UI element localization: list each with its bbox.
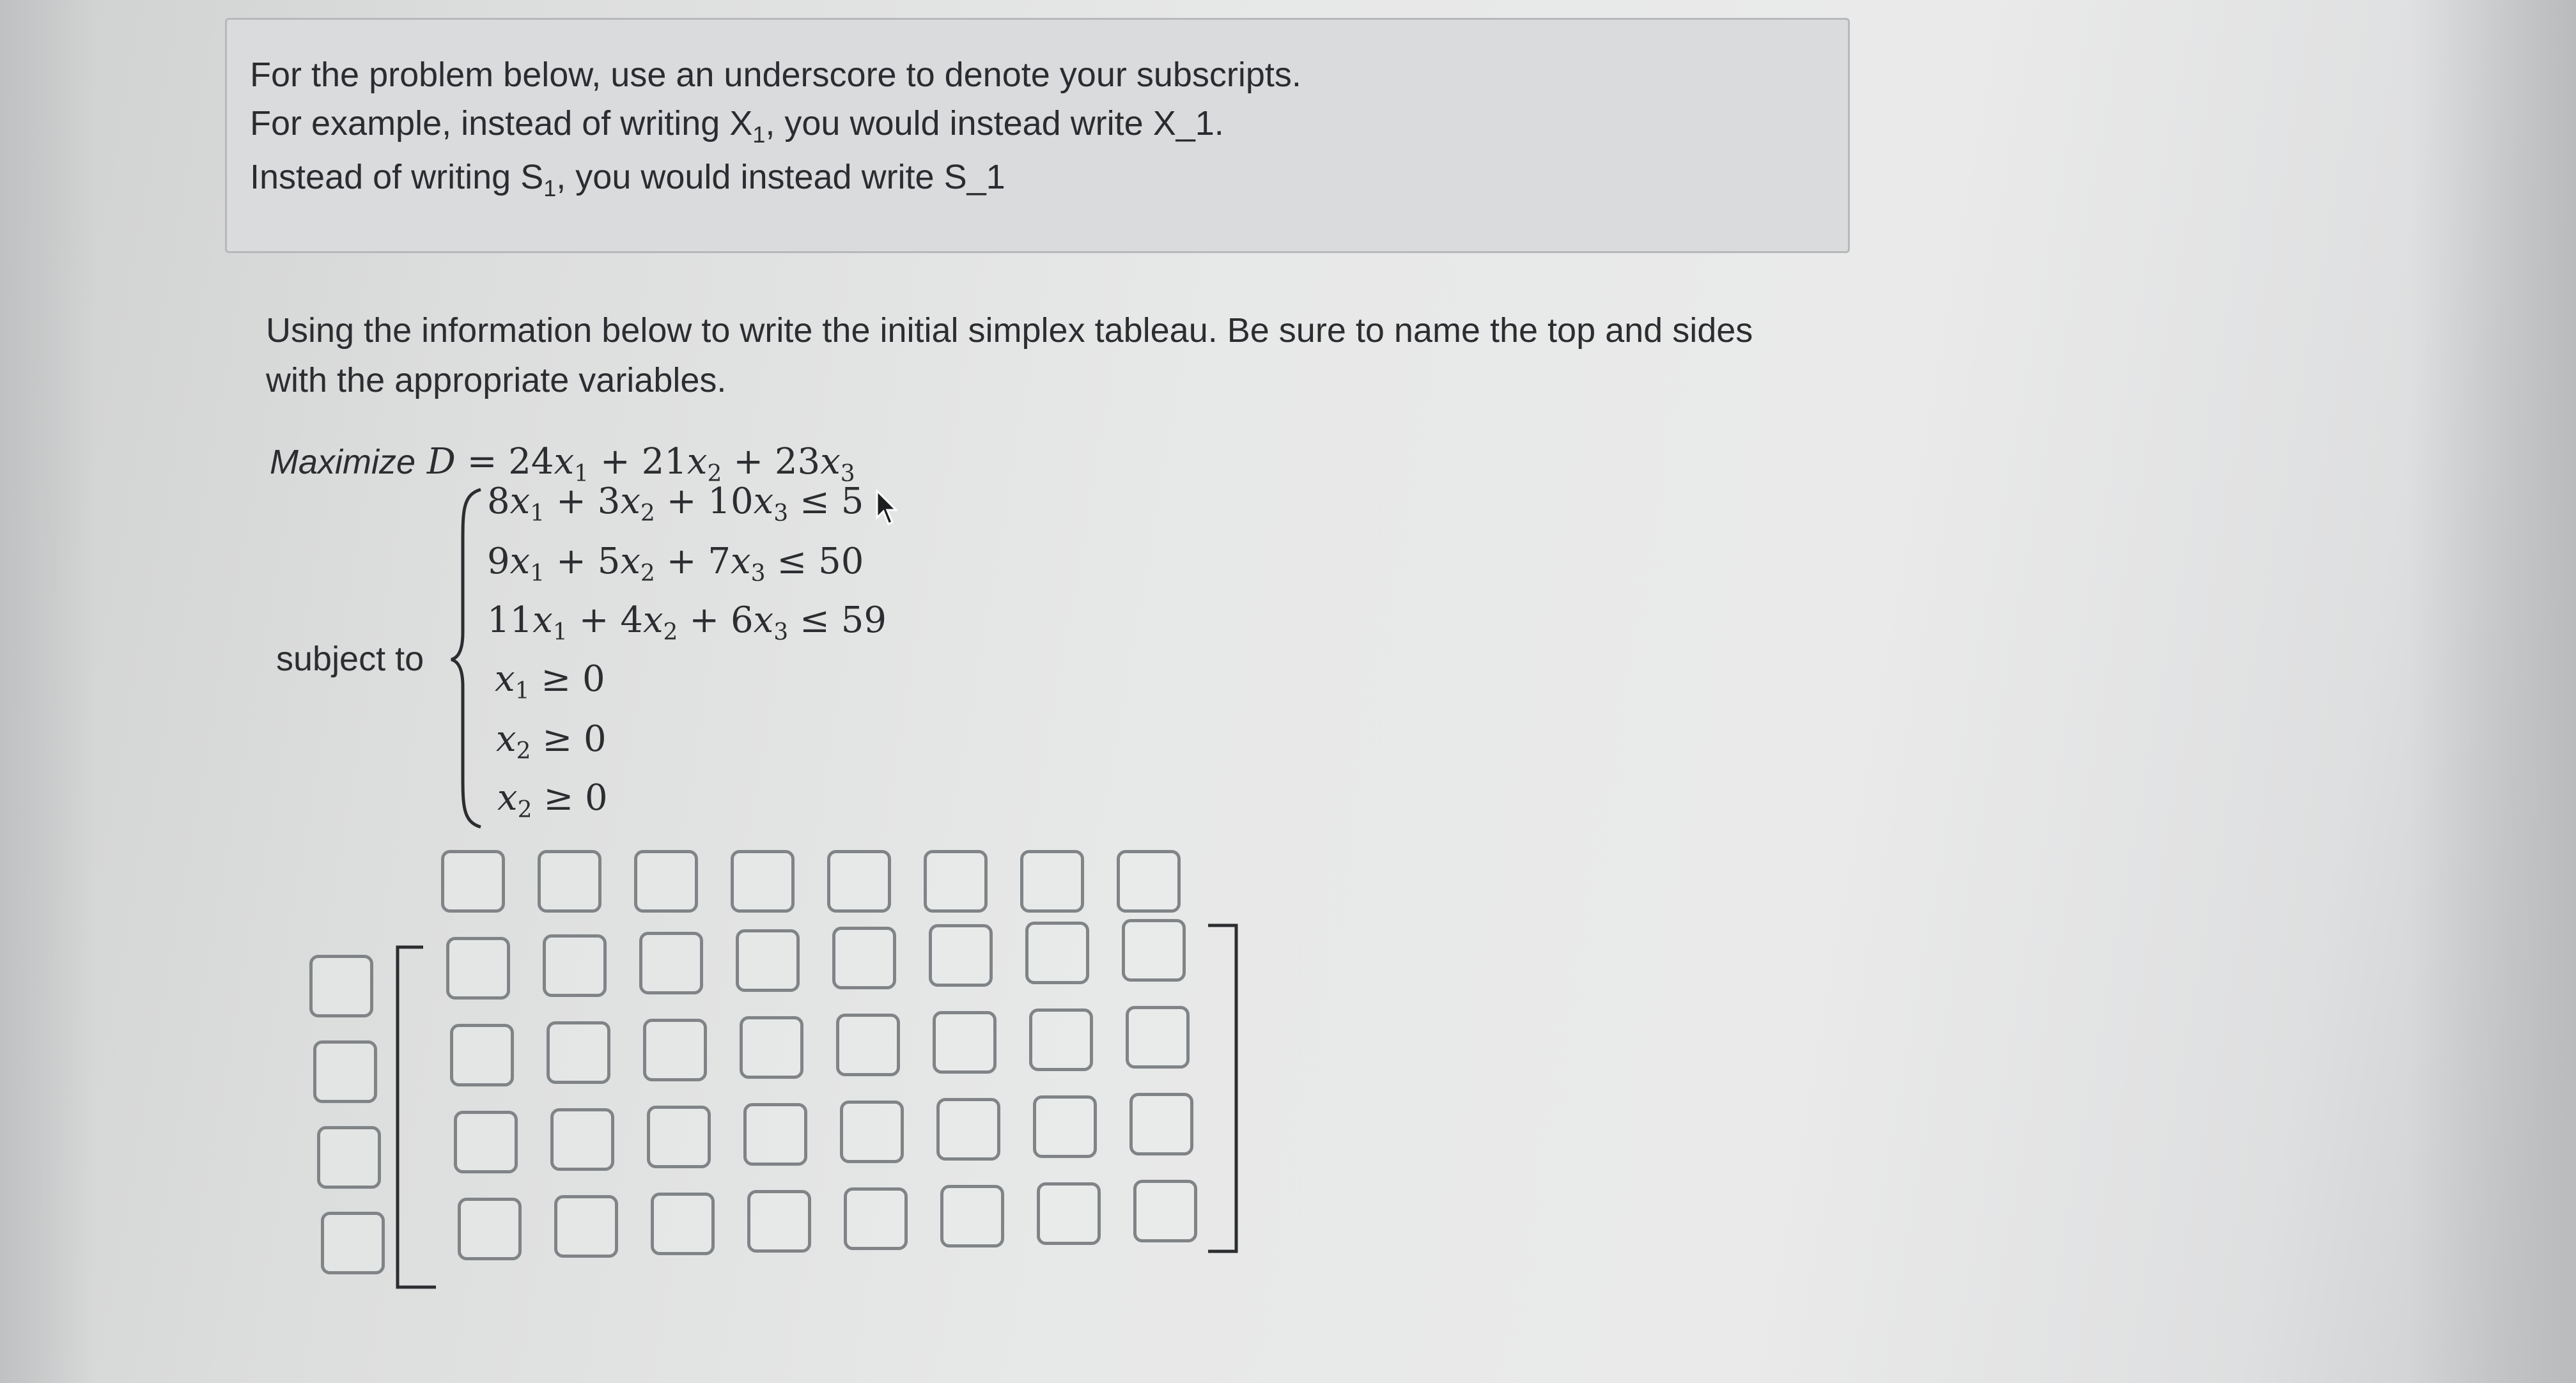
tableau-cell-input-r4-c6[interactable] [940,1185,1004,1248]
objective-sub-3: 3 [840,461,855,488]
tableau-row-label-input-3[interactable] [317,1126,381,1189]
plus-sign: + [600,441,630,483]
tableau-cell-input-r1-c2[interactable] [543,934,607,997]
tableau-header-input-1[interactable] [441,850,505,913]
hint-line-2: For example, instead of writing $X_1$, you would instead write X_1. [250,104,1224,148]
mouse-cursor-icon [868,490,897,529]
tableau-cell-input-r3-c5[interactable] [840,1101,904,1163]
equals-sign: = [467,441,497,483]
tableau-header-input-2[interactable] [538,850,601,913]
tableau-cell-input-r1-c4[interactable] [736,929,800,992]
constraint-3: $11x_1 + 4x_2 + 6x_3 \le 59$ [487,599,887,646]
tableau-cell-input-r4-c5[interactable] [844,1187,908,1250]
screen-left-shade [0,0,96,1383]
tableau-cell-input-r3-c1[interactable] [454,1111,518,1173]
tableau-header-input-3[interactable] [634,850,698,913]
constraint-1: $8x_1 + 3x_2 + 10x_3 \le 5$ [487,481,864,527]
constraint-brace [447,486,486,831]
tableau-cell-input-r1-c5[interactable] [832,927,896,989]
tableau-cell-input-r3-c2[interactable] [550,1108,614,1171]
objective-var-1: x [554,441,575,483]
tableau-header-input-7[interactable] [1020,850,1084,913]
objective-var-2: x [687,441,708,483]
tableau-cell-input-r4-c2[interactable] [554,1195,618,1258]
plus-sign: + [733,441,764,483]
subject-to-label: subject to [276,640,424,678]
tableau-cell-input-r2-c6[interactable] [933,1011,997,1074]
matrix-right-bracket [1203,923,1241,1255]
objective-coef-3: 23 [774,441,821,483]
tableau-cell-input-r2-c8[interactable] [1126,1006,1190,1069]
question-instructions [266,305,1753,405]
tableau-row-label-input-1[interactable] [309,955,373,1017]
tableau-header-input-6[interactable] [924,850,988,913]
tableau-cell-input-r2-c4[interactable] [740,1016,803,1079]
hint-line-3: Instead of writing $S_1$, you would instead write S_1 [250,158,1005,201]
tableau-cell-input-r2-c7[interactable] [1029,1008,1093,1071]
tableau-cell-input-r2-c2[interactable] [547,1021,610,1084]
objective-coef-2: 21 [641,441,687,483]
objective-sub-2: 2 [707,461,722,488]
tableau-cell-input-r3-c3[interactable] [647,1106,711,1168]
tableau-cell-input-r3-c7[interactable] [1033,1095,1097,1158]
tableau-cell-input-r3-c4[interactable] [743,1103,807,1166]
nonnegativity-1: $x_1 \ge 0$ [495,658,605,705]
maximize-label: Maximize [270,443,416,481]
objective-var-3: x [820,441,841,483]
tableau-cell-input-r3-c6[interactable] [936,1098,1000,1161]
screen-right-shade [2410,0,2576,1383]
matrix-left-bracket [391,945,436,1290]
tableau-cell-input-r1-c3[interactable] [639,932,703,994]
tableau-header-input-5[interactable] [827,850,891,913]
tableau-header-input-4[interactable] [731,850,795,913]
tableau-row-label-input-4[interactable] [321,1212,385,1274]
instructions-line-2: with the appropriate variables. [266,361,727,399]
objective-variable: D [426,441,456,483]
tableau-cell-input-r4-c7[interactable] [1037,1182,1101,1245]
subscript-hint-box [225,18,1850,253]
instructions-line-1: Using the information below to write the initial simplex tableau. Be sure to name the top and sides [266,311,1753,350]
constraint-2: $9x_1 + 5x_2 + 7x_3 \le 50$ [487,541,864,587]
objective-coef-1: 24 [508,441,554,483]
tableau-cell-input-r1-c8[interactable] [1122,919,1186,982]
tableau-cell-input-r1-c7[interactable] [1025,922,1089,984]
tableau-cell-input-r2-c3[interactable] [643,1019,707,1081]
tableau-header-input-8[interactable] [1117,850,1181,913]
tableau-cell-input-r2-c1[interactable] [450,1024,514,1086]
tableau-cell-input-r4-c4[interactable] [747,1190,811,1253]
tableau-cell-input-r3-c8[interactable] [1129,1093,1193,1155]
tableau-cell-input-r1-c1[interactable] [446,937,510,1000]
nonnegativity-2: $x_2 \ge 0$ [496,718,607,765]
tableau-cell-input-r2-c5[interactable] [836,1014,900,1076]
nonnegativity-3: $x_2 \ge 0$ [497,777,608,824]
tableau-cell-input-r4-c8[interactable] [1133,1180,1197,1242]
tableau-cell-input-r4-c3[interactable] [651,1193,715,1255]
tableau-cell-input-r4-c1[interactable] [458,1198,522,1260]
hint-line-1: For the problem below, use an underscore to denote your subscripts. [250,56,1301,94]
objective-sub-1: 1 [574,461,589,488]
tableau-row-label-input-2[interactable] [313,1040,377,1103]
tableau-cell-input-r1-c6[interactable] [929,924,993,987]
